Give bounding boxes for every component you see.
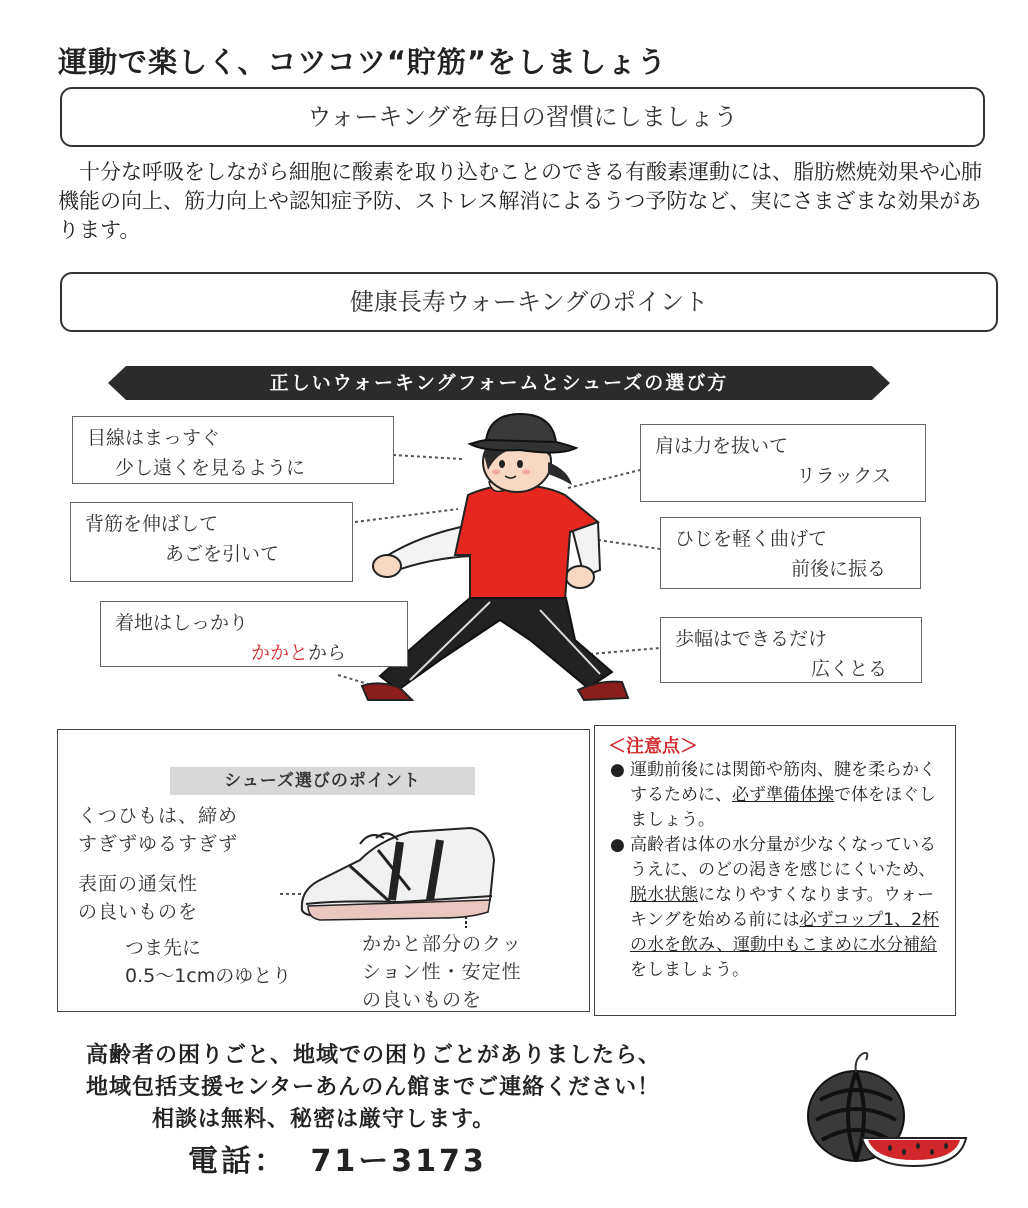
callout-shoulders-line2: リラックス — [796, 465, 891, 487]
shoes-panel-title: シューズ選びのポイント — [170, 767, 475, 795]
phone-label: 電話： — [188, 1144, 287, 1179]
callout-shoulders-line1: 肩は力を抜いて — [655, 435, 789, 457]
watermelon-icon — [800, 1040, 970, 1170]
callout-shoulders — [640, 424, 926, 502]
caution-p1-underlined: 必ず準備体操 — [732, 785, 834, 805]
shoes-laces-tip — [78, 802, 238, 858]
caution-title: ＜注意点＞ — [608, 736, 698, 757]
callout-eyes-line2: 少し遠くを見るように — [115, 457, 306, 479]
caution-p2-underlined-2: 必ずコップ1、2杯の水を飲み、運動中もこまめに水分補給 — [630, 910, 939, 955]
callout-stride — [660, 617, 922, 683]
page-title: 運動で楽しく、コツコツ“貯筋”をしましょう — [58, 45, 667, 79]
caution-p1-end: で体をほぐしましょう。 — [630, 785, 936, 830]
shoe-illustration — [280, 820, 500, 930]
callout-landing-line2 — [115, 638, 393, 668]
heel-highlight: かかと — [251, 642, 309, 664]
shoes-heel-line2: ション性・安定性 — [362, 961, 522, 983]
shoes-surface-tip — [78, 870, 198, 926]
shoes-laces-line2: すぎずゆるすぎず — [78, 833, 239, 855]
section-heading-walking-points: 健康長寿ウォーキングのポイント — [60, 272, 998, 332]
callout-back-line2: あごを引いて — [165, 543, 280, 565]
callout-eyes-line1: 目線はまっすぐ — [87, 427, 221, 449]
shoes-surface-line1: 表面の通気性 — [78, 873, 199, 895]
phone-row — [188, 1136, 487, 1180]
caution-p2-text: 高齢者は体の水分量が少なくなっているうえに、のどの渇きを感じにくいため、 — [630, 835, 936, 880]
intro-text: 十分な呼吸をしながら細胞に酸素を取り込むことのできる有酸素運動には、脂肪燃焼効果や心肺機能の向上、筋力向上や認知症予防、ストレス解消によるうつ予防など、実にさまざまな効果があります。 — [58, 160, 982, 242]
callout-back-line1: 背筋を伸ばして — [85, 513, 219, 535]
caution-point-1 — [610, 758, 950, 833]
shoes-heel-line1: かかと部分のクッ — [362, 933, 523, 955]
caution-p2-middle: になりやすくなります。ウォーキングを始める前には — [630, 885, 934, 930]
footer-line-2: 地域包括支援センターあんのん館までご連絡ください！ — [86, 1075, 661, 1100]
caution-p2-underlined-1: 脱水状態 — [630, 885, 698, 905]
shoes-toe-line1: つま先に — [125, 937, 202, 959]
callout-eyes — [72, 416, 394, 484]
callout-stride-line2: 広くとる — [810, 658, 887, 680]
callout-elbows-line2: 前後に振る — [790, 558, 886, 580]
caution-point-2 — [610, 833, 950, 983]
shoes-toe-line2: 0.5～1cmのゆとり — [125, 965, 292, 987]
callout-elbows — [660, 517, 921, 589]
caution-body — [610, 758, 950, 983]
banner-title: 正しいウォーキングフォームとシューズの選び方 — [269, 372, 729, 394]
shoes-laces-line1: くつひもは、締め — [78, 805, 239, 827]
callout-back — [70, 502, 353, 582]
callout-stride-line1: 歩幅はできるだけ — [675, 628, 828, 650]
footer-line-3: 相談は無料、秘密は厳守します。 — [152, 1107, 496, 1132]
shoes-toe-tip — [125, 934, 291, 990]
callout-landing-line1: 着地はしっかり — [115, 612, 249, 634]
shoes-surface-line2: の良いものを — [78, 901, 199, 923]
callout-landing — [100, 601, 408, 667]
phone-number: 71ー3173 — [310, 1144, 487, 1179]
section-heading-walking-habit: ウォーキングを毎日の習慣にしましょう — [60, 87, 985, 147]
caution-p2-end: をしましょう。 — [630, 960, 749, 980]
caution-p1-text: 運動前後には関節や筋肉、腱を柔らかくするために、 — [630, 760, 936, 805]
callout-elbows-line1: ひじを軽く曲げて — [675, 528, 828, 550]
callout-landing-line2-rest: から — [308, 642, 347, 664]
footer-line-1: 高齢者の困りごと、地域での困りごとがありましたら、 — [86, 1043, 662, 1068]
shoes-heel-line3: の良いものを — [362, 989, 483, 1011]
shoes-heel-tip — [362, 930, 522, 1014]
